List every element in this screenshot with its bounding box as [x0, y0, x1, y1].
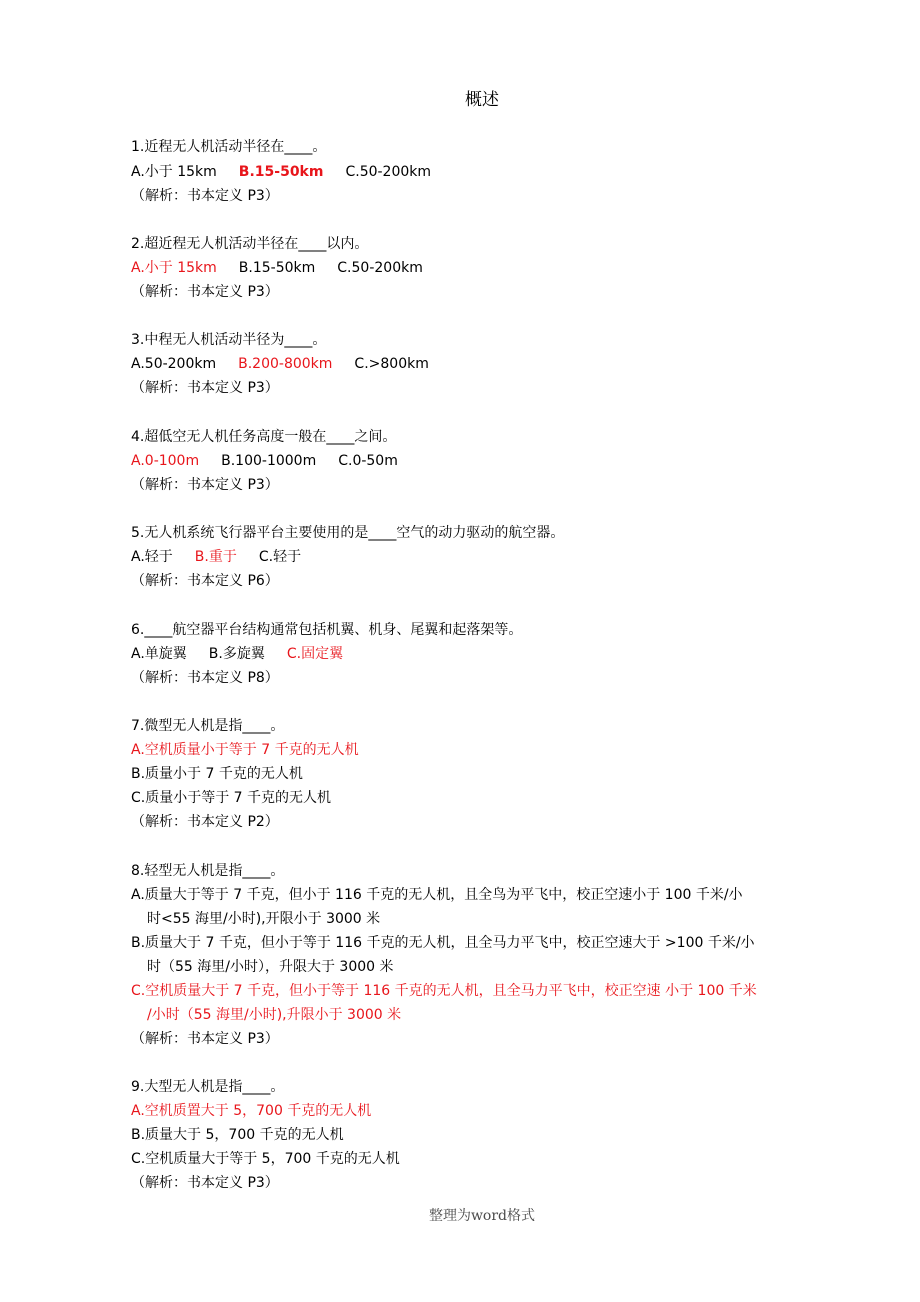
- q5-option-c: C.轻于: [258, 549, 302, 565]
- question-8-stem: 8.轻型无人机是指____。: [131, 863, 285, 879]
- question-1-options: [131, 162, 431, 182]
- question-2-stem: 2.超近程无人机活动半径在____以内。: [131, 236, 369, 252]
- q5-option-b-answer: B.重于: [194, 549, 237, 565]
- q4-option-c: C.0-50m: [338, 453, 398, 469]
- question-6-options: [131, 644, 343, 664]
- q8-option-c-answer-line-1: C.空机质量大于 7 千克，但小于等于 116 千克的无人机，且全马力平飞中，校正空速 小于 100 千米: [131, 983, 757, 999]
- q3-option-b-answer: B.200-800km: [238, 356, 333, 372]
- q1-option-b-answer: B.15-50km: [238, 164, 324, 180]
- question-8-note: （解析：书本定义 P3）: [131, 1031, 279, 1047]
- q9-option-a-answer: A.空机质置大于 5，700 千克的无人机: [131, 1103, 372, 1119]
- question-1-stem: 1.近程无人机活动半径在____。: [131, 139, 327, 155]
- question-4-stem: 4.超低空无人机任务高度一般在____之间。: [131, 429, 397, 445]
- question-9-stem: 9.大型无人机是指____。: [131, 1079, 285, 1095]
- question-9-note: （解析：书本定义 P3）: [131, 1175, 279, 1191]
- q1-option-a: A.小于 15km: [131, 164, 217, 180]
- q3-option-c: C.>800km: [354, 356, 429, 372]
- q4-option-b: B.100-1000m: [221, 453, 317, 469]
- q1-option-c: C.50-200km: [345, 164, 432, 180]
- question-4-note: （解析：书本定义 P3）: [131, 477, 279, 493]
- question-3-stem: 3.中程无人机活动半径为____。: [131, 332, 327, 348]
- question-6-stem: 6.____航空器平台结构通常包括机翼、机身、尾翼和起落架等。: [131, 622, 523, 638]
- question-7-stem: 7.微型无人机是指____。: [131, 718, 285, 734]
- q2-option-a-answer: A.小于 15km: [131, 260, 217, 276]
- q8-option-b-line-2: 时（55 海里/小时），升限大于 3000 米: [147, 959, 394, 975]
- q8-option-a-line-2: 时<55 海里/小时),开限小于 3000 米: [147, 911, 381, 927]
- question-5-note: （解析：书本定义 P6）: [131, 573, 279, 589]
- q6-option-a: A.单旋翼: [131, 646, 187, 662]
- q7-option-b: B.质量小于 7 千克的无人机: [131, 766, 303, 782]
- q7-option-a-answer: A.空机质量小于等于 7 千克的无人机: [131, 742, 359, 758]
- question-5-stem: 5.无人机系统飞行器平台主要使用的是____空气的动力驱动的航空器。: [131, 525, 565, 541]
- q2-option-c: C.50-200km: [337, 260, 423, 276]
- q4-option-a-answer: A.0-100m: [131, 453, 200, 469]
- q3-option-a: A.50-200km: [131, 356, 217, 372]
- question-6-note: （解析：书本定义 P8）: [131, 670, 279, 686]
- q8-option-b-line-1: B.质量大于 7 千克，但小于等于 116 千克的无人机，且全马力平飞中，校正空速大于 >100 千米/小: [131, 935, 755, 951]
- q8-option-a-line-1: A.质量大于等于 7 千克，但小于 116 千克的无人机，且全鸟为平飞中，校正空速小于 100 千米/小: [131, 887, 743, 903]
- q6-option-c-answer: C.固定翼: [286, 646, 344, 662]
- q5-option-a: A.轻于: [131, 549, 173, 565]
- question-5-options: [131, 547, 301, 567]
- q6-option-b: B.多旋翼: [208, 646, 265, 662]
- question-2-note: （解析：书本定义 P3）: [131, 284, 279, 300]
- question-7-note: （解析：书本定义 P2）: [131, 814, 279, 830]
- question-3-options: [131, 354, 429, 374]
- q8-option-c-answer-line-2: /小时（55 海里/小时),升限小于 3000 米: [147, 1007, 402, 1023]
- question-3-note: （解析：书本定义 P3）: [131, 380, 279, 396]
- q9-option-b: B.质量大于 5，700 千克的无人机: [131, 1127, 344, 1143]
- page-footer: 整理为word格式: [428, 1208, 536, 1224]
- page-title: 概述: [465, 90, 499, 110]
- q9-option-c: C.空机质量大于等于 5，700 千克的无人机: [131, 1151, 400, 1167]
- q7-option-c: C.质量小于等于 7 千克的无人机: [131, 790, 332, 806]
- question-1-note: （解析：书本定义 P3）: [131, 188, 279, 204]
- question-4-options: [131, 451, 398, 471]
- question-2-options: [131, 258, 423, 278]
- q2-option-b: B.15-50km: [238, 260, 316, 276]
